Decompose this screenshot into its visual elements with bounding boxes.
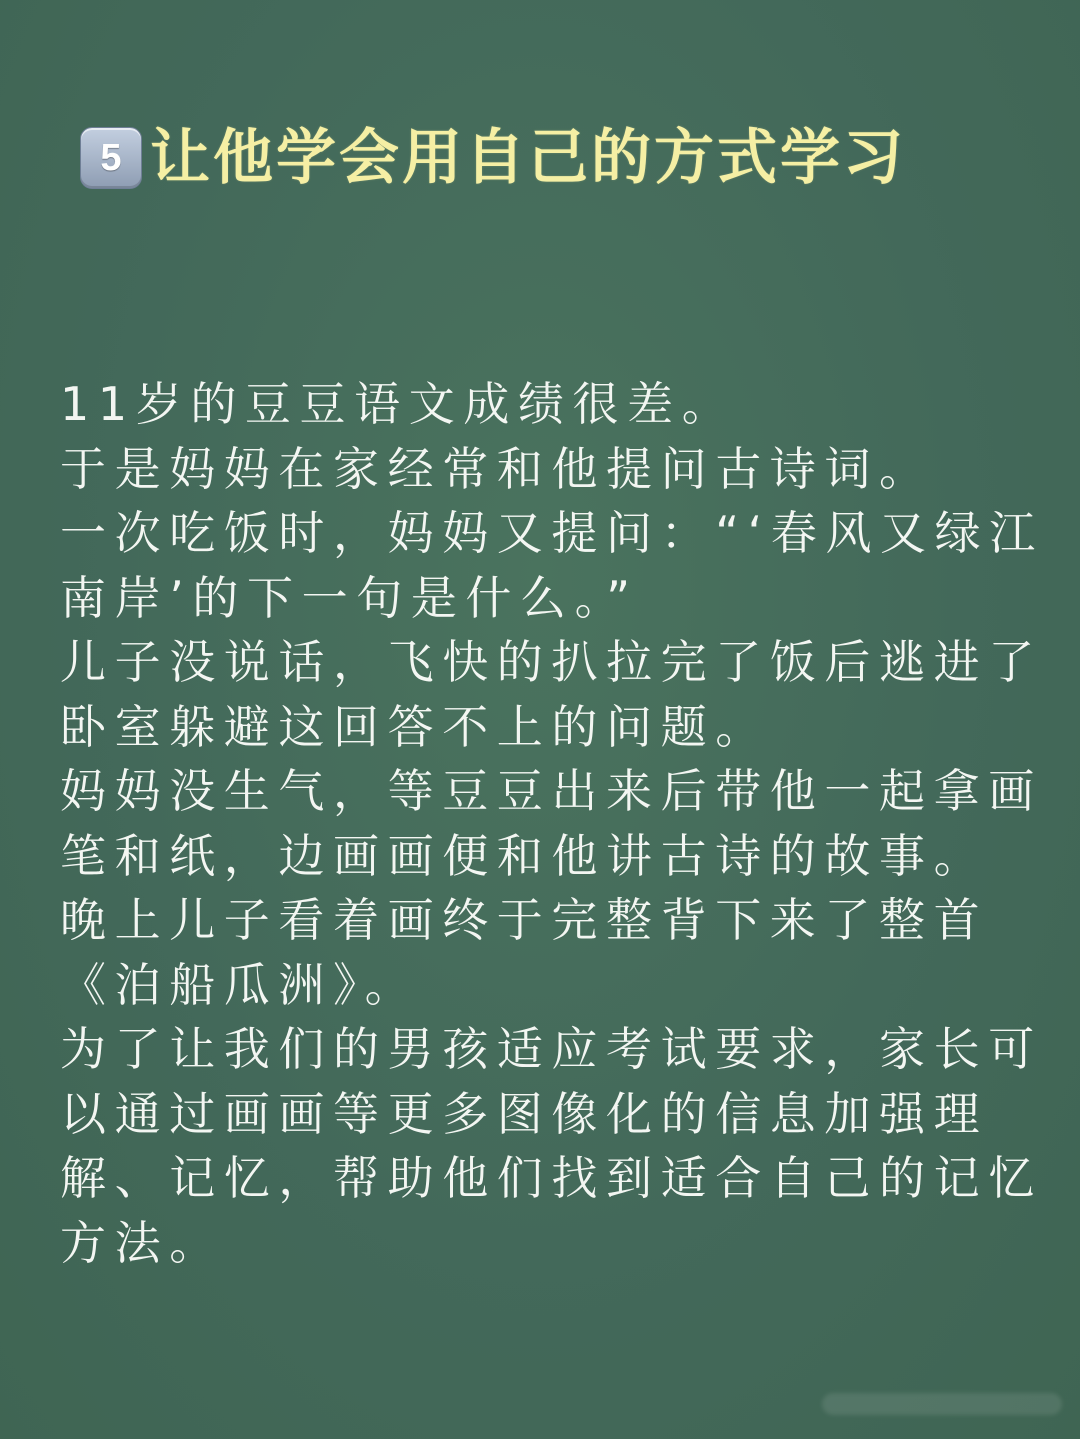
badge-number: 5 [100, 137, 122, 179]
page-title [80, 118, 906, 198]
title-text: 让他学会用自己的方式学习 [150, 123, 906, 193]
keycap-number-five-icon [80, 127, 142, 189]
watermark [822, 1393, 1062, 1415]
story-paragraph: 11岁的豆豆语文成绩很差。 于是妈妈在家经常和他提问古诗词。 一次吃饭时，妈妈又提问：“‘春风又绿江南岸’的下一句是什么。” 儿子没说话，飞快的扒拉完了饭后逃进了卧室躲避这回答不上的问题。 妈妈没生气，等豆豆出来后带他一起拿画笔和纸，边画画便和他讲古诗的故事。 晚上儿子看着画终于完整背下来了整首《泊船瓜洲》。 为了让我们的男孩适应考试要求，家长可以通过画画等更多图像化的信息加强理解、记忆，帮助他们找到适合自己的记忆方法。 [60, 377, 1044, 1270]
